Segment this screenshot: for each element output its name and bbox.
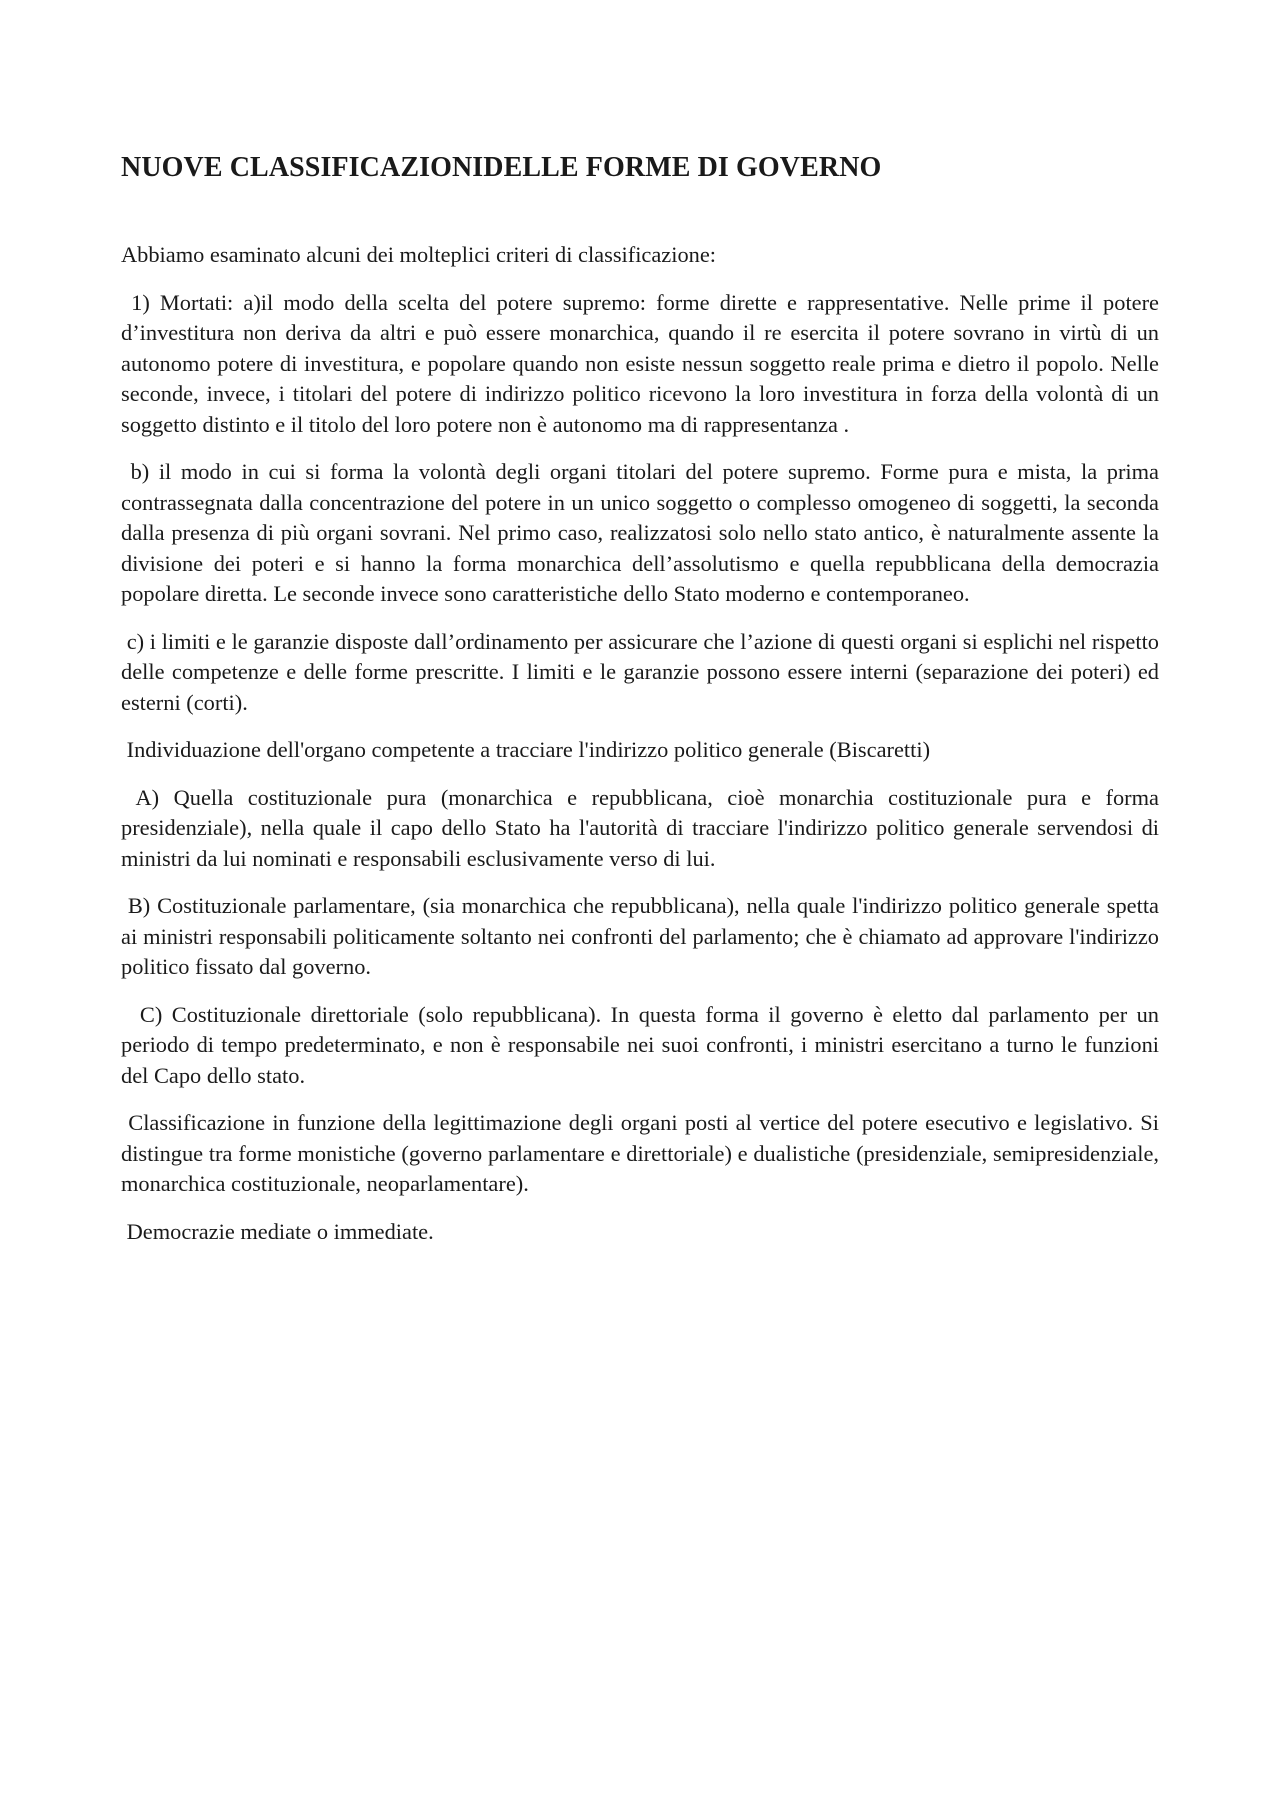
paragraph-mortati-b: b) il modo in cui si forma la volontà degli organi titolari del potere supremo. Forme pura e mista, la prima contrassegnata dalla concentrazione del potere in un unico soggetto o complesso omogeneo di soggetti, la seconda dalla presenza di più organi sovrani. Nel primo caso, realizzatosi solo nello stato antico, è naturalmente assente la divisione dei poteri e si hanno la forma monarchica dell’assolutismo e quella repubblicana della democrazia popolare diretta. Le seconde invece sono caratteristiche dello Stato moderno e contemporaneo. bbox=[121, 459, 1165, 606]
paragraph-mortati-c: c) i limiti e le garanzie disposte dall’ordinamento per assicurare che l’azione di questi organi si esplichi nel rispetto delle competenze e delle forme prescritte. I limiti e le garanzie possono essere interni (separazione dei poteri) ed esterni (corti). bbox=[121, 628, 1165, 715]
intro-paragraph: Abbiamo esaminato alcuni dei molteplici criteri di classificazione: bbox=[121, 242, 717, 267]
document-page bbox=[121, 150, 1165, 1264]
document-title: NUOVE CLASSIFICAZIONIDELLE FORME DI GOVERNO bbox=[121, 152, 882, 183]
paragraph-b: B) Costituzionale parlamentare, (sia monarchica che repubblicana), nella quale l'indirizzo politico generale spetta ai ministri responsabili politicamente soltanto nei confronti del parlamento; che è chiamato ad approvare l'indirizzo politico fissato dal governo. bbox=[121, 893, 1165, 979]
paragraph-c: C) Costituzionale direttoriale (solo repubblicana). In questa forma il governo è eletto dal parlamento per un periodo di tempo predeterminato, e non è responsabile nei suoi confronti, i ministri esercitano a turno le funzioni del Capo dello stato. bbox=[121, 1001, 1165, 1088]
paragraph-legittimazione: Classificazione in funzione della legittimazione degli organi posti al vertice del potere esecutivo e legislativo. Si distingue tra forme monistiche (governo parlamentare e direttoriale) e dualistiche (presidenziale, semipresidenziale, monarchica costituzionale, neoparlamentare). bbox=[121, 1110, 1165, 1196]
paragraph-democrazie: Democrazie mediate o immediate. bbox=[121, 1218, 434, 1244]
paragraph-a: A) Quella costituzionale pura (monarchica e repubblicana, cioè monarchia costituzionale pura e forma presidenziale), nella quale il capo dello Stato ha l'autorità di tracciare l'indirizzo politico generale servendosi di ministri da lui nominati e responsabili esclusivamente verso di lui. bbox=[121, 784, 1165, 871]
paragraph-mortati-a: 1) Mortati: a)il modo della scelta del potere supremo: forme dirette e rappresentative. Nelle prime il potere d’investitura non deriva da altri e può essere monarchica, quando il re esercita il potere sovrano in virtù di un autonomo potere di investitura, e popolare quando non esiste nessun soggetto reale prima e dietro il popolo. Nelle seconde, invece, i titolari del potere di indirizzo politico ricevono la loro investitura in forza della volontà di un soggetto distinto e il titolo del loro potere non è autonomo ma di rappresentanza . bbox=[121, 289, 1165, 437]
paragraph-biscaretti: Individuazione dell'organo competente a tracciare l'indirizzo politico generale (Biscaretti) bbox=[121, 737, 931, 762]
